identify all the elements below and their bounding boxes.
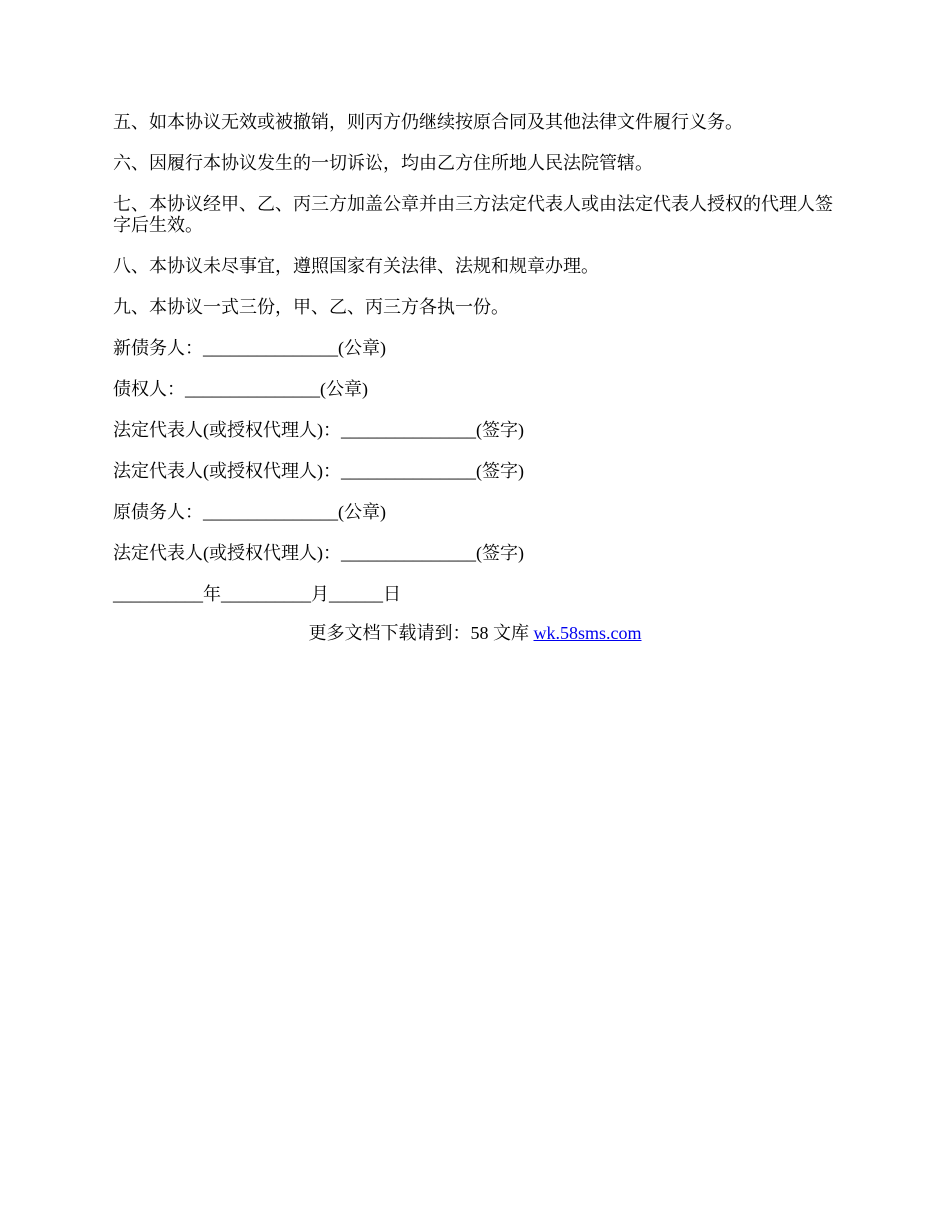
clause-5: 五、如本协议无效或被撤销，则丙方仍继续按原合同及其他法律文件履行义务。	[113, 112, 743, 132]
signature-creditor: 债权人：_______________(公章)	[113, 379, 368, 399]
clause-7: 七、本协议经甲、乙、丙三方加盖公章并由三方法定代表人或由法定代表人授权的代理人签字后生效。	[113, 194, 833, 235]
signature-legal-rep-2: 法定代表人(或授权代理人)：_______________(签字)	[113, 461, 524, 481]
document-body	[113, 112, 843, 625]
signature-new-debtor: 新债务人：_______________(公章)	[113, 338, 386, 358]
signature-legal-rep-3: 法定代表人(或授权代理人)：_______________(签字)	[113, 543, 524, 563]
clause-9: 九、本协议一式三份，甲、乙、丙三方各执一份。	[113, 297, 509, 317]
signature-original-debtor: 原债务人：_______________(公章)	[113, 502, 386, 522]
signature-legal-rep-1: 法定代表人(或授权代理人)：_______________(签字)	[113, 420, 524, 440]
clause-8: 八、本协议未尽事宜，遵照国家有关法律、法规和规章办理。	[113, 256, 599, 276]
download-footer	[0, 623, 950, 644]
footer-link[interactable]: wk.58sms.com	[533, 623, 642, 643]
clause-6: 六、因履行本协议发生的一切诉讼，均由乙方住所地人民法院管辖。	[113, 153, 653, 173]
footer-text: 更多文档下载请到：58 文库	[308, 623, 534, 643]
signature-date: __________年__________月______日	[113, 584, 401, 604]
